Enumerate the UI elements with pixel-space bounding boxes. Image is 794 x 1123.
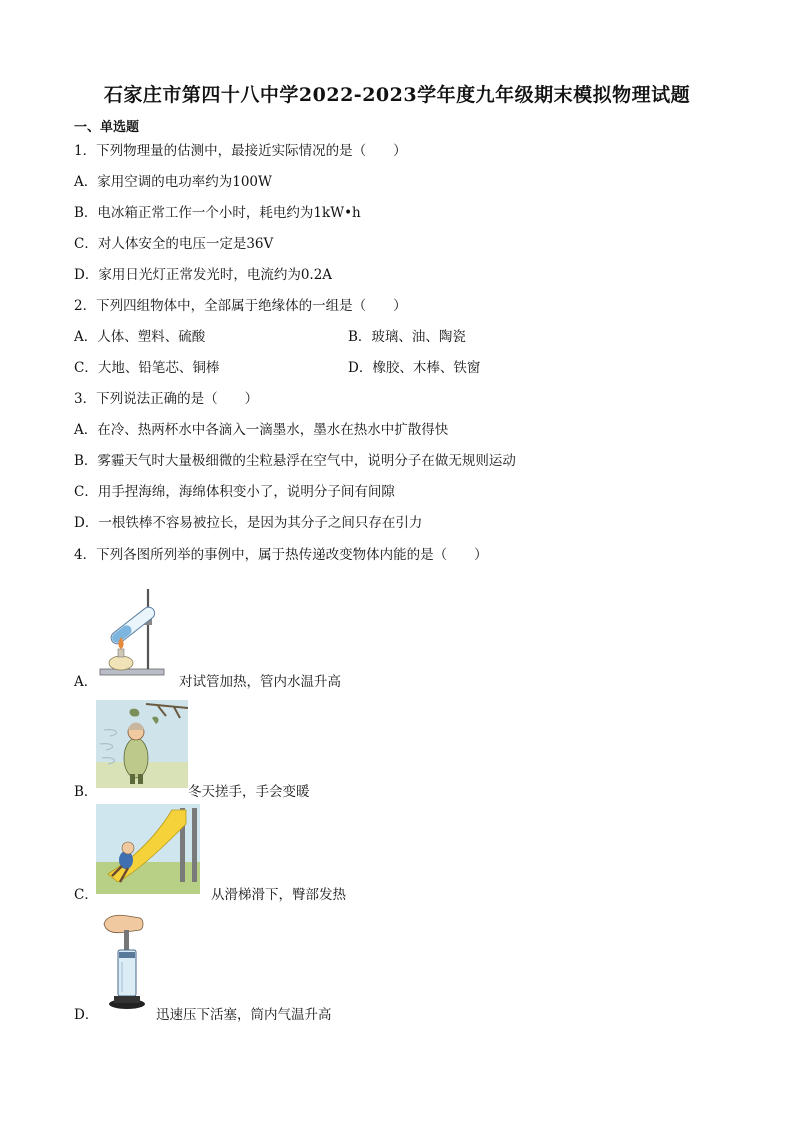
q1-option-c: C．对人体安全的电压一定是36V xyxy=(74,236,274,252)
q1-option-b: B．电冰箱正常工作一个小时，耗电约为1kW•h xyxy=(74,205,361,221)
q2-option-b: B．玻璃、油、陶瓷 xyxy=(348,329,466,345)
q4-option-a-text: 对试管加热，管内水温升高 xyxy=(179,674,341,690)
q4-option-c-text: 从滑梯滑下，臀部发热 xyxy=(211,887,346,903)
q4-option-a-label: A． xyxy=(74,674,98,690)
q3-option-d: D．一根铁棒不容易被拉长，是因为其分子之间只存在引力 xyxy=(74,515,423,531)
q2-option-d: D．橡胶、木棒、铁窗 xyxy=(348,360,481,376)
q2-stem: 2．下列四组物体中，全部属于绝缘体的一组是（ ） xyxy=(74,298,407,314)
q4-stem: 4．下列各图所列举的事例中，属于热传递改变物体内能的是（ ） xyxy=(74,547,488,563)
q1-option-d: D．家用日光灯正常发光时，电流约为0.2A xyxy=(74,267,333,283)
q3-option-c: C．用手捏海绵，海绵体积变小了，说明分子间有间隙 xyxy=(74,484,395,500)
piston-cylinder-image xyxy=(100,912,154,1012)
page-title: 石家庄市第四十八中学2022-2023学年度九年级期末模拟物理试题 xyxy=(103,84,691,106)
q3-stem: 3．下列说法正确的是（ ） xyxy=(74,391,259,407)
q3-option-a: A．在冷、热两杯水中各滴入一滴墨水，墨水在热水中扩散得快 xyxy=(74,422,449,438)
test-tube-heating-image xyxy=(96,583,170,681)
q4-option-b-label: B． xyxy=(74,784,98,800)
q1-option-a: A．家用空调的电功率约为100W xyxy=(74,174,272,190)
q4-option-d-label: D． xyxy=(74,1007,99,1023)
q2-option-a: A．人体、塑料、硫酸 xyxy=(74,329,206,345)
rubbing-hands-image xyxy=(96,700,188,788)
q2-option-c: C．大地、铅笔芯、铜棒 xyxy=(74,360,220,376)
slide-image xyxy=(96,804,200,894)
q3-option-b: B．雾霾天气时大量极细微的尘粒悬浮在空气中，说明分子在做无规则运动 xyxy=(74,453,516,469)
q4-option-d-text: 迅速压下活塞，筒内气温升高 xyxy=(156,1007,332,1023)
section-heading: 一、单选题 xyxy=(74,120,140,135)
q4-option-c-label: C． xyxy=(74,887,98,903)
q1-stem: 1．下列物理量的估测中，最接近实际情况的是（ ） xyxy=(74,143,407,159)
q4-option-b-text: 冬天搓手，手会变暖 xyxy=(188,784,310,800)
